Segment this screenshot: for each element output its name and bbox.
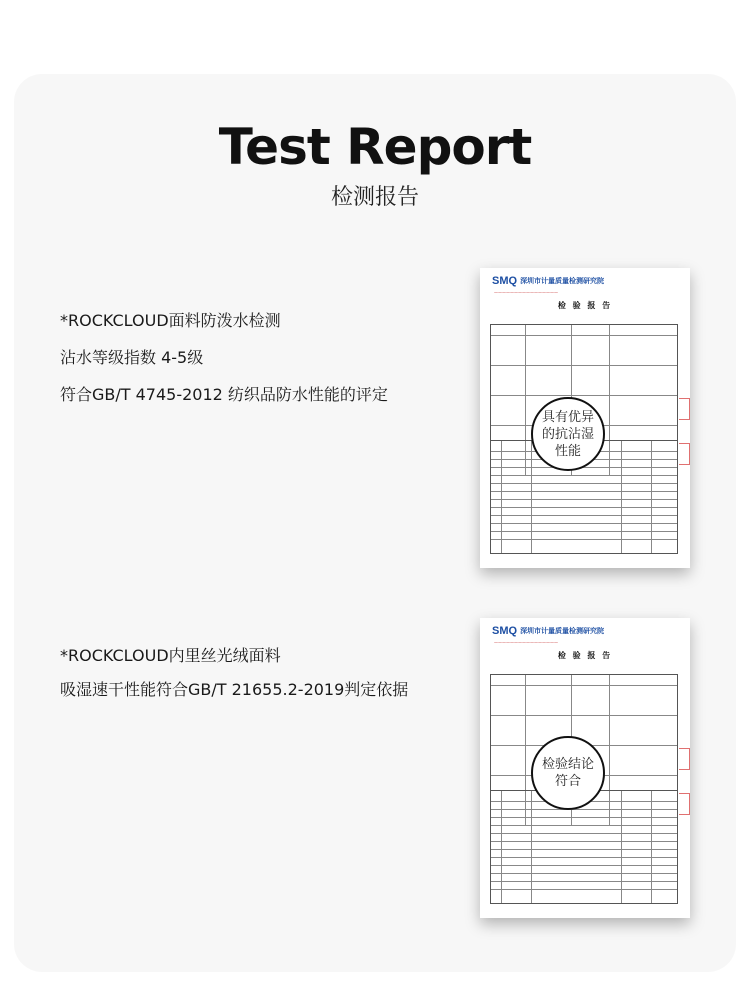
magnifier-callout-2 — [531, 736, 605, 810]
page-subtitle: 检测报告 — [330, 185, 419, 210]
document-header — [492, 624, 604, 638]
magnifier-line: 性能 — [554, 443, 581, 459]
red-stamp-mark — [679, 443, 690, 465]
red-stamp-mark — [679, 748, 690, 770]
red-stamp-mark — [679, 793, 690, 815]
section2-line-1: *ROCKCLOUD内里丝光绒面料 — [60, 646, 281, 665]
section1-line-1: *ROCKCLOUD面料防泼水检测 — [60, 311, 281, 330]
section2-line-2: 吸湿速干性能符合GB/T 21655.2-2019判定依据 — [60, 680, 409, 699]
institute-name: 深圳市计量质量检测研究院 — [520, 628, 605, 635]
document-title: 检 验 报 告 — [557, 301, 613, 310]
magnifier-line: 具有优异 — [541, 409, 594, 425]
page-title: Test Report — [218, 118, 532, 176]
section1-line-2: 沾水等级指数 4-5级 — [60, 348, 204, 367]
results-table-bottom — [490, 790, 678, 904]
smq-logo: SMQ — [492, 275, 518, 287]
section1-line-3: 符合GB/T 4745-2012 纺织品防水性能的评定 — [60, 385, 388, 404]
magnifier-line: 的抗沾湿 — [541, 426, 594, 442]
institute-name: 深圳市计量质量检测研究院 — [520, 278, 605, 285]
red-stamp-mark — [679, 398, 690, 420]
magnifier-line: 检验结论 — [541, 757, 594, 772]
document-header — [492, 274, 604, 288]
document-title: 检 验 报 告 — [557, 651, 613, 660]
magnifier-line: 符合 — [554, 774, 581, 789]
smq-logo: SMQ — [492, 625, 518, 637]
document-subheader: ———————————————— — [494, 290, 558, 295]
magnifier-callout-1 — [531, 397, 605, 471]
document-subheader: ———————————————— — [494, 640, 558, 645]
